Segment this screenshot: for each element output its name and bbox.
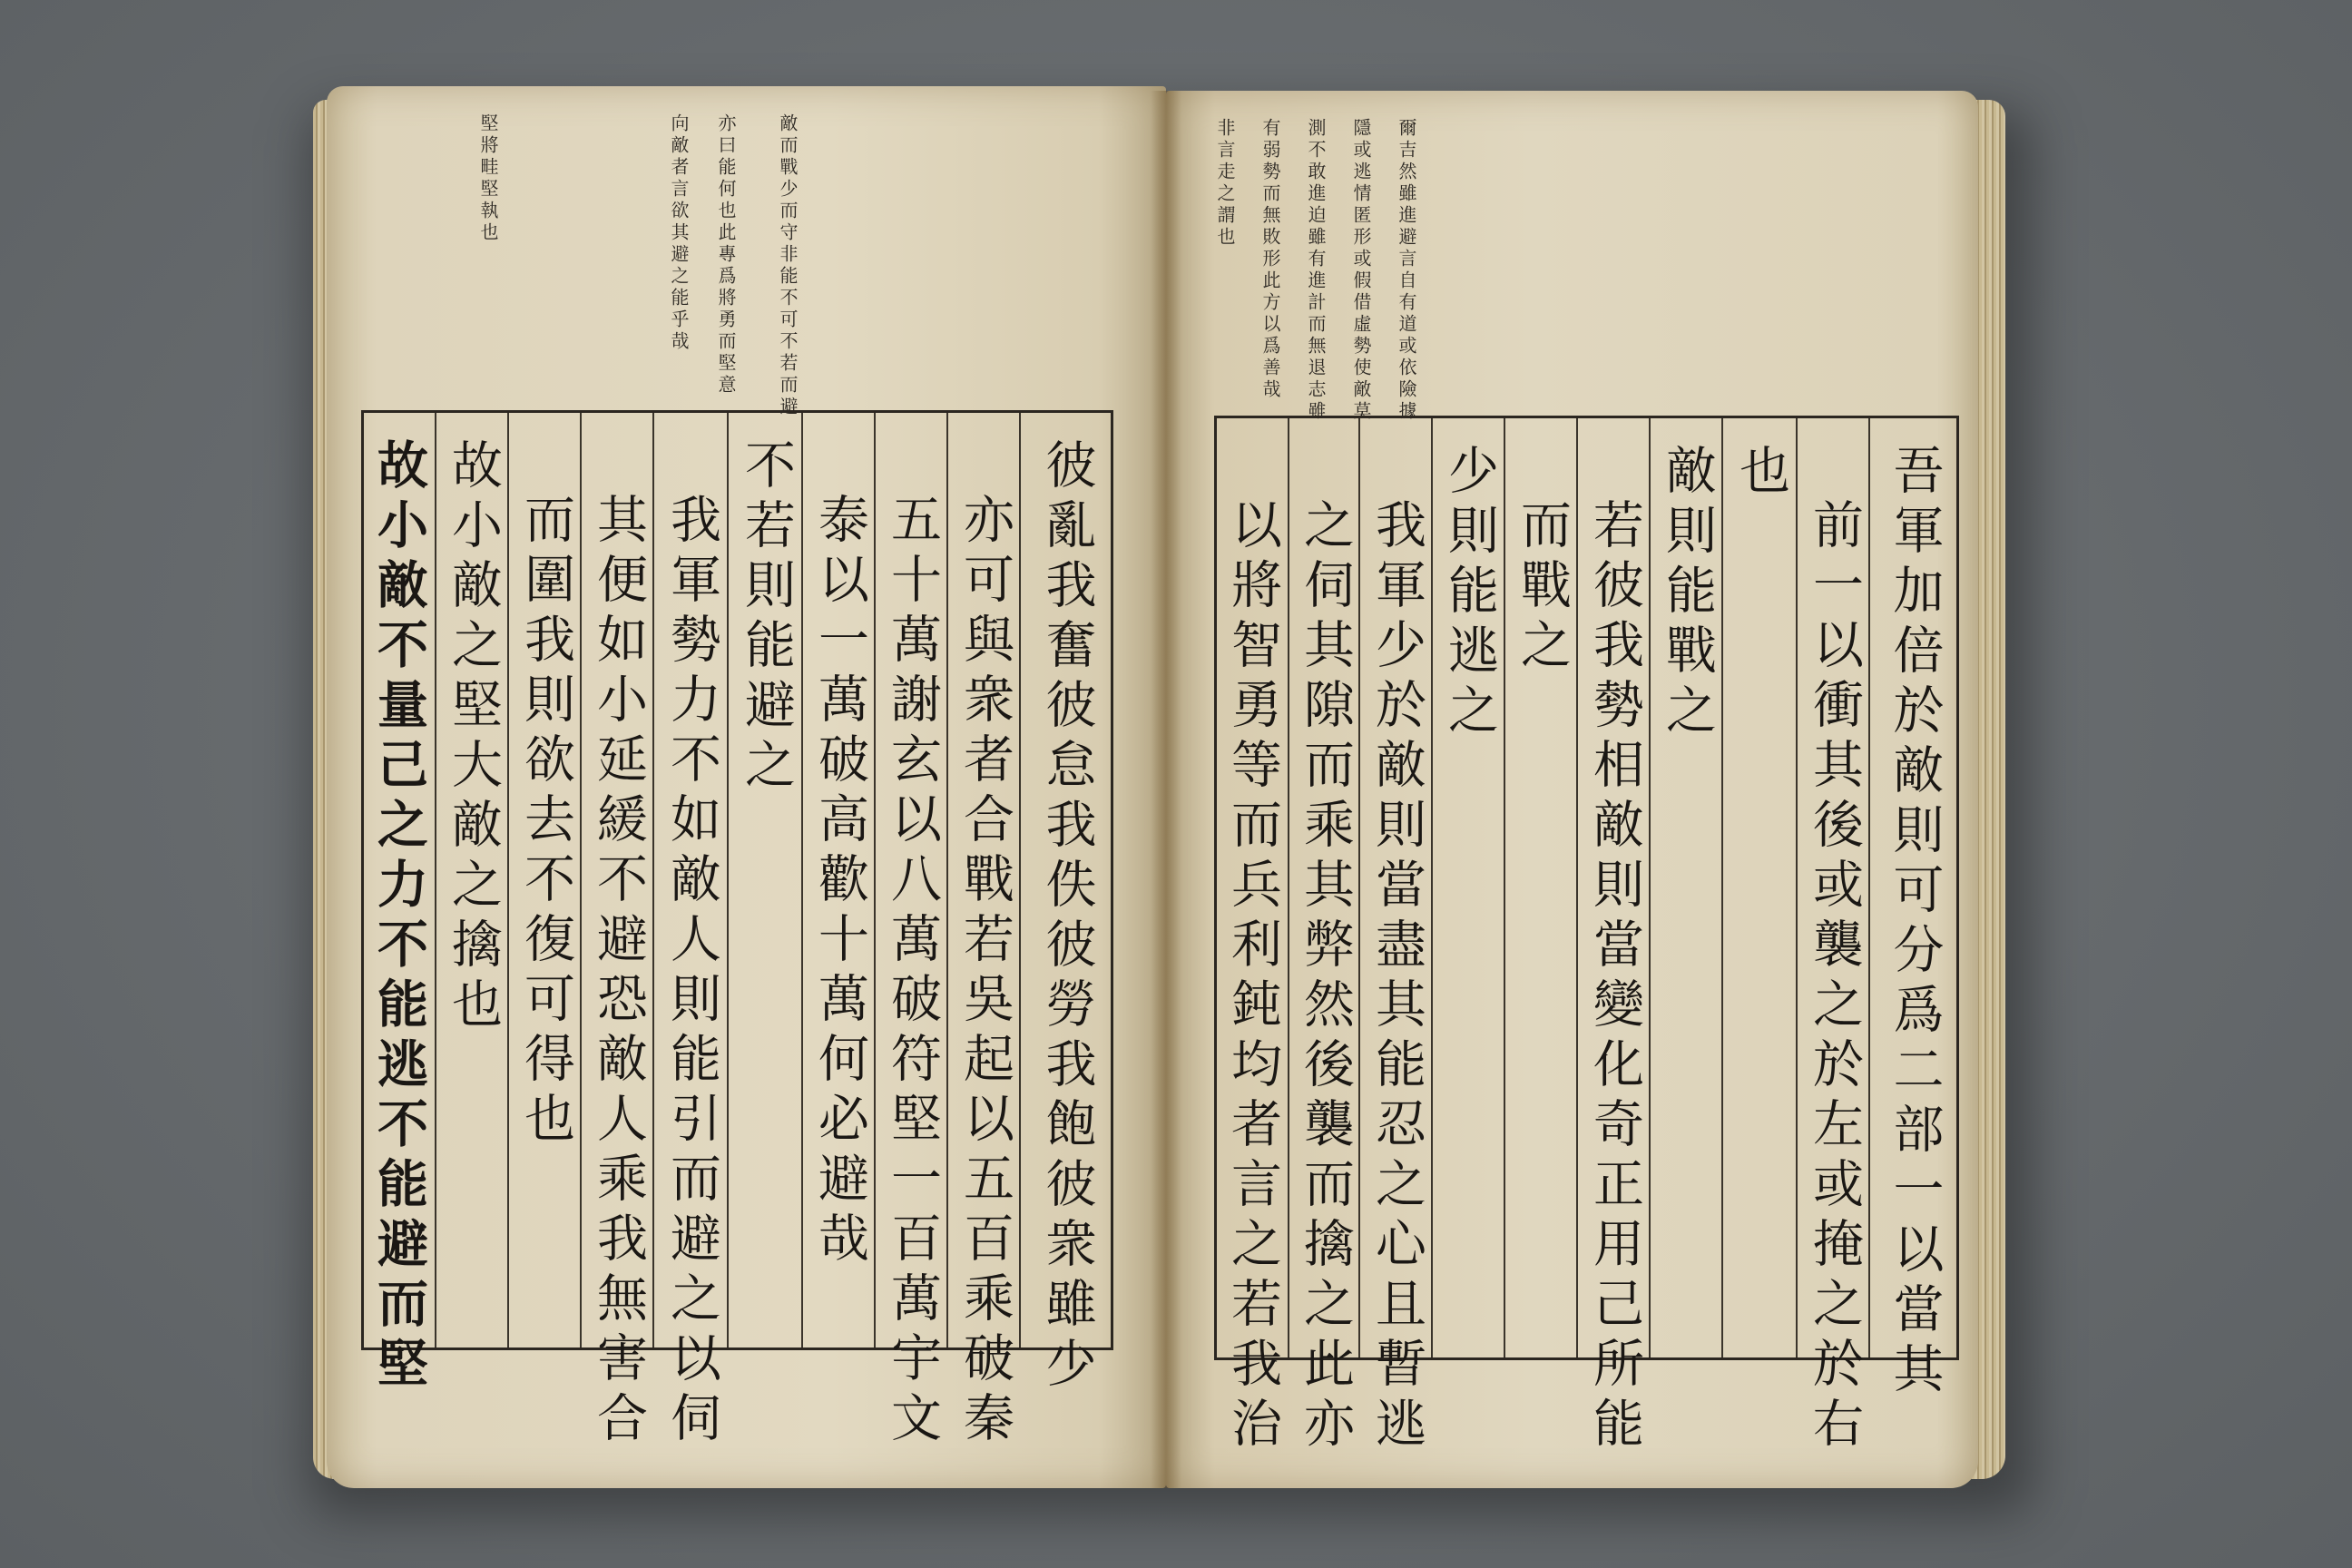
column-text: 我軍少於敵則當盡其能忍之心且暫逃 — [1367, 498, 1426, 1456]
right-column-8 — [1358, 418, 1433, 1456]
right-note-2: 隱或逃情匿形或假借虛勢使敵莫 — [1350, 118, 1372, 423]
column-text: 其便如小延緩不避恐敵人乘我無害合 — [589, 493, 648, 1451]
left-column-6 — [652, 413, 729, 1451]
column-text: 泰以一萬破高歡十萬何必避哉 — [810, 493, 869, 1271]
right-column-3 — [1721, 418, 1798, 1357]
left-column-2 — [946, 413, 1021, 1451]
column-text: 故小敵不量己之力不能逃不能避而堅 — [369, 438, 429, 1396]
right-column-1 — [1868, 418, 1958, 1402]
column-text: 而圍我則欲去不復可得也 — [516, 493, 575, 1152]
right-column-2 — [1796, 418, 1870, 1456]
left-column-10 — [364, 413, 435, 1396]
column-text: 前一以衝其後或襲之於左或掩之於右 — [1805, 498, 1864, 1456]
left-note-4: 向敵者言欲其避之能乎哉 — [668, 113, 690, 353]
column-text: 而戰之 — [1513, 498, 1572, 678]
column-text: 我軍勢力不如敵人則能引而避之以伺 — [662, 493, 721, 1451]
column-text: 亦可與衆者合戰若吳起以五百乘破秦 — [956, 493, 1014, 1451]
column-text: 之伺其隙而乘其弊然後襲而擒之此亦 — [1296, 498, 1355, 1456]
left-note-1: 堅將畦堅執也 — [477, 113, 499, 244]
column-text: 敵則能戰之 — [1658, 444, 1717, 743]
left-column-3 — [874, 413, 948, 1451]
left-column-4 — [801, 413, 876, 1348]
left-column-9 — [435, 413, 509, 1348]
right-note-1: 爾吉然雖進避言自有道或依險據 — [1396, 118, 1417, 423]
column-text: 也 — [1731, 444, 1790, 504]
left-column-7 — [580, 413, 654, 1451]
column-text: 五十萬謝玄以八萬破符堅一百萬宇文 — [883, 493, 942, 1451]
right-note-4: 有弱勢而無敗形此方以爲善哉 — [1259, 118, 1281, 401]
left-column-1 — [1019, 413, 1112, 1396]
left-note-3: 亦曰能何也此專爲將勇而堅意 — [715, 113, 737, 397]
left-text-frame — [361, 410, 1113, 1451]
column-text: 吾軍加倍於敵則可分爲二部一以當其 — [1885, 444, 1945, 1402]
column-text: 不若則能避之 — [737, 438, 796, 798]
right-column-5 — [1576, 418, 1651, 1456]
right-column-6 — [1504, 418, 1578, 1357]
column-text: 彼亂我奮彼怠我佚彼勞我飽彼衆雖少 — [1037, 438, 1097, 1396]
left-column-8 — [507, 413, 582, 1348]
right-text-frame — [1214, 416, 1959, 1456]
column-text: 故小敵之堅大敵之擒也 — [444, 438, 503, 1037]
right-column-4 — [1649, 418, 1723, 1357]
book-gutter — [1151, 91, 1181, 1488]
left-column-5 — [727, 413, 803, 1348]
column-text: 若彼我勢相敵則當變化奇正用己所能 — [1585, 498, 1644, 1456]
right-column-9 — [1288, 418, 1360, 1456]
left-note-2: 敵而戰少而守非能不可不若而避 — [777, 113, 799, 418]
right-column-10 — [1217, 418, 1288, 1456]
right-note-5: 非言走之謂也 — [1214, 118, 1236, 249]
right-column-7 — [1431, 418, 1505, 1357]
column-text: 少則能逃之 — [1440, 444, 1499, 743]
column-text: 以將智勇等而兵利鈍均者言之若我治 — [1223, 498, 1282, 1456]
right-note-3: 測不敢進迫雖有進計而無退志雖 — [1305, 118, 1327, 423]
